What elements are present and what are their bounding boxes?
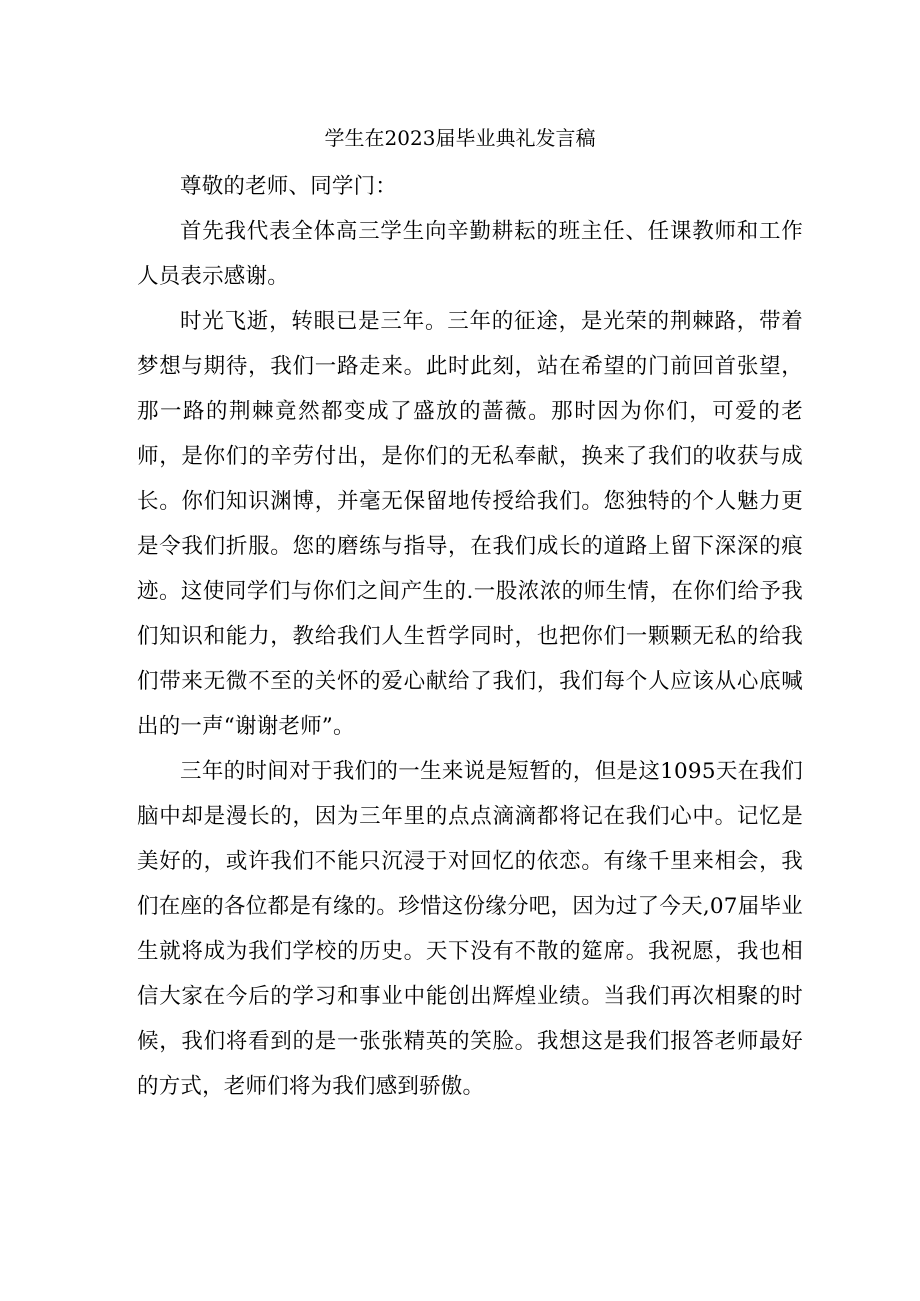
memory-paragraph: 时光飞逝，转眼已是三年。三年的征途，是光荣的荆棘路，带着梦想与期待，我们一路走来。此时此刻，站在希望的门前回首张望，那一路的荆棘竟然都变成了盛放的蔷薇。那时因为你们，可爱的老师，是你们的辛劳付出，是你们的无私奉献，换来了我们的收获与成长。你们知识渊博，并毫无保留地传授给我们。您独特的个人魅力更是令我们折服。您的磨练与指导，在我们成长的道路上留下深深的痕迹。这使同学们与你们之间产生的.一股浓浓的师生情，在你们给予我们知识和能力，教给我们人生哲学同时，也把你们一颗颗无私的给我们带来无微不至的关怀的爱心献给了我们，我们每个人应该从心底喊出的一声“谢谢老师”。 [137, 309, 803, 739]
document-body [137, 164, 803, 1109]
document-title: 学生在2023届毕业典礼发言稿 [324, 126, 596, 150]
closing-paragraph: 三年的时间对于我们的一生来说是短暂的，但是这1095天在我们脑中却是漫长的，因为三年里的点点滴滴都将记在我们心中。记忆是美好的，或许我们不能只沉浸于对回忆的依恋。有缘千里来相会，我们在座的各位都是有缘的。珍惜这份缘分吧，因为过了今天,07届毕业生就将成为我们学校的历史。天下没有不散的筵席。我祝愿，我也相信大家在今后的学习和事业中能创出辉煌业绩。当我们再次相聚的时候，我们将看到的是一张张精英的笑脸。我想这是我们报答老师最好的方式，老师们将为我们感到骄傲。 [137, 759, 803, 1099]
thanks-paragraph: 首先我代表全体高三学生向辛勤耕耘的班主任、任课教师和工作人员表示感谢。 [137, 219, 803, 289]
salutation-paragraph: 尊敬的老师、同学门： [180, 174, 398, 199]
